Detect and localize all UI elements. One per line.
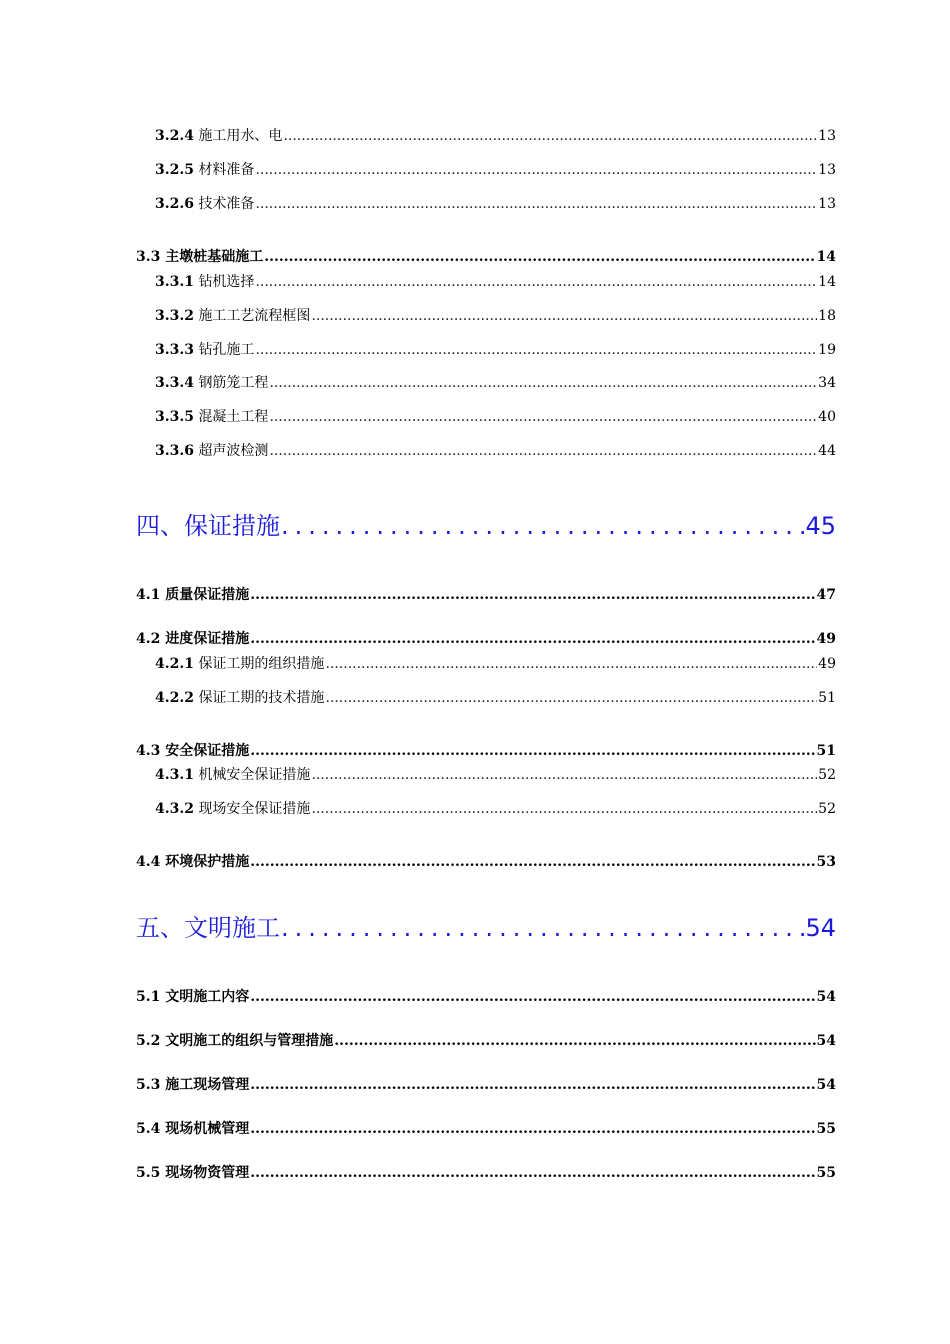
toc-entry-number: 3.3.6: [155, 443, 194, 459]
toc-entry-3-3-1[interactable]: [155, 272, 836, 292]
toc-leader-dots: [334, 1031, 815, 1051]
toc-page-number: 54: [805, 914, 836, 942]
toc-leader-dots: [311, 306, 817, 326]
toc-entry-3-2-6[interactable]: [155, 194, 836, 214]
toc-entry-text: 材料准备: [198, 162, 255, 178]
toc-entry-text: 现场机械管理: [165, 1121, 250, 1137]
toc-entry-title: [155, 194, 254, 214]
toc-entry-5-3[interactable]: [136, 1075, 836, 1095]
toc-entry-text: 进度保证措施: [165, 631, 250, 647]
toc-entry-number: 3.2.4: [155, 128, 194, 144]
toc-page-number: 34: [818, 375, 836, 391]
toc-entry-number: 4.2.2: [155, 690, 194, 706]
toc-leader-dots: [269, 407, 817, 427]
toc-leader-dots: [250, 852, 815, 872]
toc-leader-dots: [250, 629, 815, 649]
toc-page-number: 49: [818, 656, 836, 672]
toc-entry-text: 保证工期的组织措施: [198, 656, 325, 672]
toc-entry-title: [155, 654, 324, 674]
toc-leader-dots: [250, 987, 815, 1007]
toc-chapter-4[interactable]: [136, 510, 836, 542]
toc-entry-text: 质量保证措施: [165, 587, 250, 603]
toc-entry-number: 4.3: [136, 743, 161, 759]
toc-leader-dots: [250, 1119, 815, 1139]
toc-entry-4-2-1[interactable]: [155, 654, 836, 674]
toc-entry-number: 3.3.3: [155, 342, 194, 358]
toc-chapter-title: 五、文明施工: [136, 914, 280, 942]
toc-entry-number: 4.2.1: [155, 656, 194, 672]
toc-entry-title: [136, 987, 249, 1007]
toc-entry-number: 3.2.6: [155, 196, 194, 212]
toc-entry-number: 4.4: [136, 854, 161, 870]
toc-entry-3-3-3[interactable]: [155, 340, 836, 360]
toc-entry-text: 环境保护措施: [165, 854, 250, 870]
toc-page-number: 14: [816, 249, 836, 265]
toc-page-number: 44: [818, 443, 836, 459]
toc-entry-4-3[interactable]: [136, 741, 836, 761]
toc-entry-4-3-2[interactable]: [155, 799, 836, 819]
toc-entry-number: 4.1: [136, 587, 161, 603]
toc-entry-title: [136, 1031, 333, 1051]
toc-leader-dots: [250, 741, 815, 761]
toc-page-number: 54: [816, 989, 836, 1005]
toc-leader-dots: [269, 373, 817, 393]
toc-page-number: 49: [816, 631, 836, 647]
toc-entry-title: [136, 1119, 249, 1139]
toc-entry-title: [136, 1075, 249, 1095]
toc-entry-number: 5.4: [136, 1121, 161, 1137]
toc-leader-dots: [281, 912, 804, 944]
toc-leader-dots: [311, 765, 817, 785]
toc-leader-dots: [255, 194, 817, 214]
toc-entry-text: 机械安全保证措施: [198, 767, 311, 783]
toc-entry-title: [155, 765, 310, 785]
toc-entry-text: 现场安全保证措施: [198, 801, 311, 817]
toc-entry-title: [136, 585, 249, 605]
toc-entry-number: 3.3.4: [155, 375, 194, 391]
toc-entry-title: [136, 247, 263, 267]
toc-page-number: 55: [816, 1121, 836, 1137]
toc-entry-text: 现场物资管理: [165, 1165, 250, 1181]
toc-entry-4-3-1[interactable]: [155, 765, 836, 785]
toc-entry-number: 3.3.5: [155, 409, 194, 425]
toc-entry-3-2-5[interactable]: [155, 160, 836, 180]
toc-entry-text: 施工用水、电: [198, 128, 283, 144]
toc-entry-text: 主墩桩基础施工: [165, 249, 264, 265]
toc-page-number: 52: [818, 801, 836, 817]
toc-leader-dots: [283, 126, 817, 146]
toc-page-number: 54: [816, 1077, 836, 1093]
toc-page-number: 18: [818, 308, 836, 324]
toc-entry-number: 5.2: [136, 1033, 161, 1049]
toc-entry-title: [136, 1163, 249, 1183]
toc-page-number: 51: [818, 690, 836, 706]
toc-entry-3-3-6[interactable]: [155, 441, 836, 461]
toc-entry-title: [155, 340, 254, 360]
toc-leader-dots: [269, 441, 817, 461]
toc-page-number: 13: [818, 128, 836, 144]
toc-leader-dots: [325, 688, 817, 708]
toc-page-number: 53: [816, 854, 836, 870]
toc-entry-number: 4.2: [136, 631, 161, 647]
toc-entry-text: 文明施工的组织与管理措施: [165, 1033, 334, 1049]
toc-entry-title: [155, 306, 310, 326]
toc-entry-5-2[interactable]: [136, 1031, 836, 1051]
toc-page-number: 40: [818, 409, 836, 425]
toc-entry-text: 钢筋笼工程: [198, 375, 269, 391]
toc-leader-dots: [264, 247, 815, 267]
toc-leader-dots: [250, 1075, 815, 1095]
toc-entry-3-3[interactable]: [136, 247, 836, 267]
toc-page-number: 54: [816, 1033, 836, 1049]
toc-entry-4-1[interactable]: [136, 585, 836, 605]
toc-entry-number: 5.1: [136, 989, 161, 1005]
toc-entry-title: [155, 160, 254, 180]
toc-entry-4-2[interactable]: [136, 629, 836, 649]
toc-entry-text: 文明施工内容: [165, 989, 250, 1005]
toc-entry-title: [155, 407, 268, 427]
toc-leader-dots: [255, 272, 817, 292]
toc-entry-title: [155, 688, 324, 708]
toc-entry-title: [155, 799, 310, 819]
toc-page-number: 14: [818, 274, 836, 290]
toc-entry-number: 5.3: [136, 1077, 161, 1093]
toc-leader-dots: [255, 340, 817, 360]
toc-entry-4-4[interactable]: [136, 852, 836, 872]
toc-entry-number: 3.3: [136, 249, 161, 265]
toc-entry-number: 3.2.5: [155, 162, 194, 178]
toc-page-number: 19: [818, 342, 836, 358]
toc-entry-text: 钻机选择: [198, 274, 255, 290]
toc-entry-title: [155, 373, 268, 393]
toc-entry-5-1[interactable]: [136, 987, 836, 1007]
toc-entry-text: 施工工艺流程框图: [198, 308, 311, 324]
toc-entry-3-3-5[interactable]: [155, 407, 836, 427]
toc-entry-5-5[interactable]: [136, 1163, 836, 1183]
toc-entry-number: 5.5: [136, 1165, 161, 1181]
toc-entry-text: 钻孔施工: [198, 342, 255, 358]
toc-leader-dots: [325, 654, 817, 674]
toc-page-number: 13: [818, 162, 836, 178]
toc-entry-3-3-2[interactable]: [155, 306, 836, 326]
toc-leader-dots: [281, 510, 804, 542]
toc-entry-title: [136, 741, 249, 761]
toc-page-number: 47: [816, 587, 836, 603]
toc-entry-text: 超声波检测: [198, 443, 269, 459]
toc-entry-text: 安全保证措施: [165, 743, 250, 759]
toc-entry-number: 4.3.2: [155, 801, 194, 817]
toc-entry-5-4[interactable]: [136, 1119, 836, 1139]
toc-leader-dots: [250, 1163, 815, 1183]
toc-entry-text: 保证工期的技术措施: [198, 690, 325, 706]
toc-entry-text: 施工现场管理: [165, 1077, 250, 1093]
toc-entry-4-2-2[interactable]: [155, 688, 836, 708]
toc-entry-3-3-4[interactable]: [155, 373, 836, 393]
toc-entry-title: [155, 272, 254, 292]
toc-entry-number: 4.3.1: [155, 767, 194, 783]
toc-chapter-5[interactable]: [136, 912, 836, 944]
toc-entry-title: [155, 126, 282, 146]
toc-page-number: 55: [816, 1165, 836, 1181]
toc-page-number: 51: [816, 743, 836, 759]
toc-leader-dots: [250, 585, 815, 605]
toc-entry-title: [136, 629, 249, 649]
toc-entry-text: 混凝土工程: [198, 409, 269, 425]
toc-entry-title: [136, 852, 249, 872]
toc-entry-text: 技术准备: [198, 196, 255, 212]
toc-entry-number: 3.3.1: [155, 274, 194, 290]
toc-leader-dots: [255, 160, 817, 180]
toc-page-number: 52: [818, 767, 836, 783]
toc-leader-dots: [311, 799, 817, 819]
toc-page-number: 13: [818, 196, 836, 212]
toc-entry-number: 3.3.2: [155, 308, 194, 324]
toc-entry-3-2-4[interactable]: [155, 126, 836, 146]
toc-chapter-title: 四、保证措施: [136, 512, 280, 540]
toc-entry-title: [155, 441, 268, 461]
toc-page-number: 45: [805, 512, 836, 540]
